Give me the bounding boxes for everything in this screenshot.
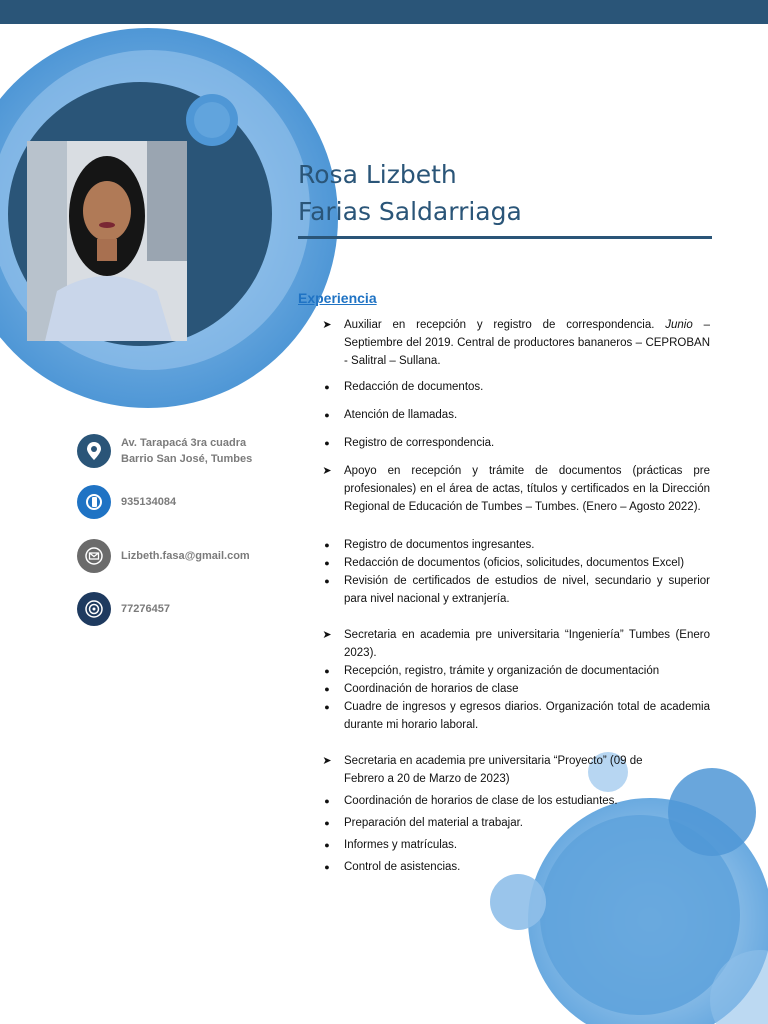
contact-email [77,539,250,573]
arrow-bullet-icon: ➤ [322,465,332,477]
list-item: ● Coordinación de horarios de clase de los estudiantes. [324,795,618,807]
contact-id [77,592,170,626]
list-item: ● Cuadre de ingresos y egresos diarios. Organización total de academia durante mi horario laboral. [324,701,710,731]
profile-photo [27,141,187,341]
arrow-bullet-icon: ➤ [322,629,332,641]
list-item: ● Informes y matrículas. [324,839,458,851]
location-icon [77,434,111,468]
list-item: ● Registro de documentos ingresantes. [324,539,535,551]
address-line-2: Barrio San José, Tumbes [121,453,253,465]
arrow-bullet-icon: ➤ [322,319,332,331]
name-divider [298,236,712,239]
experience-list [298,316,710,876]
list-item: ● Preparación del material a trabajar. [324,817,523,829]
arrow-bullet-icon: ➤ [322,755,332,767]
list-item: ● Redacción de documentos (oficios, solicitudes, documentos Excel) [324,557,685,569]
name-line-2: Farias Saldarriaga [298,197,522,226]
list-item: ● Revisión de certificados de estudios de nivel, secundario y superior para nivel nacional y extranjería. [324,575,710,605]
list-item: ● Coordinación de horarios de clase [324,683,519,695]
phone-icon [77,485,111,519]
name-line-1: Rosa Lizbeth [298,160,457,189]
job-title: ➤ Auxiliar en recepción y registro de correspondencia. Junio – Septiembre del 2019. Central de productores bananeros – CEPROBAN - Salitral – Sullana. [298,316,710,370]
phone-number: 935134084 [121,496,177,508]
contact-address [77,434,252,468]
address-line-1: Av. Tarapacá 3ra cuadra [121,437,247,449]
list-item: ● Atención de llamadas. [324,409,458,421]
id-card-icon [77,592,111,626]
email-icon [77,539,111,573]
job-title: ➤ Secretaria en academia pre universitaria “Proyecto” (09 de Febrero a 20 de Marzo de 2023) [298,752,710,788]
candidate-name [298,156,522,230]
job-title: ➤ Secretaria en academia pre universitaria “Ingeniería” Tumbes (Enero 2023). [298,626,710,662]
email-address[interactable]: Lizbeth.fasa@gmail.com [121,550,250,562]
experience-heading: Experiencia [298,290,377,306]
job-title: ➤ Apoyo en recepción y trámite de documentos (prácticas pre profesionales) en el área de actas, títulos y certificados en la Dirección Regional de Educación de Tumbes – Tumbes. (Enero – Agosto 2022). [298,462,710,516]
list-item: ● Registro de correspondencia. [324,437,495,449]
list-item: ● Recepción, registro, trámite y organización de documentación [324,665,660,677]
list-item: ● Control de asistencias. [324,861,461,873]
contact-phone [77,485,176,519]
list-item: ● Redacción de documentos. [324,381,484,393]
id-number: 77276457 [121,603,170,615]
